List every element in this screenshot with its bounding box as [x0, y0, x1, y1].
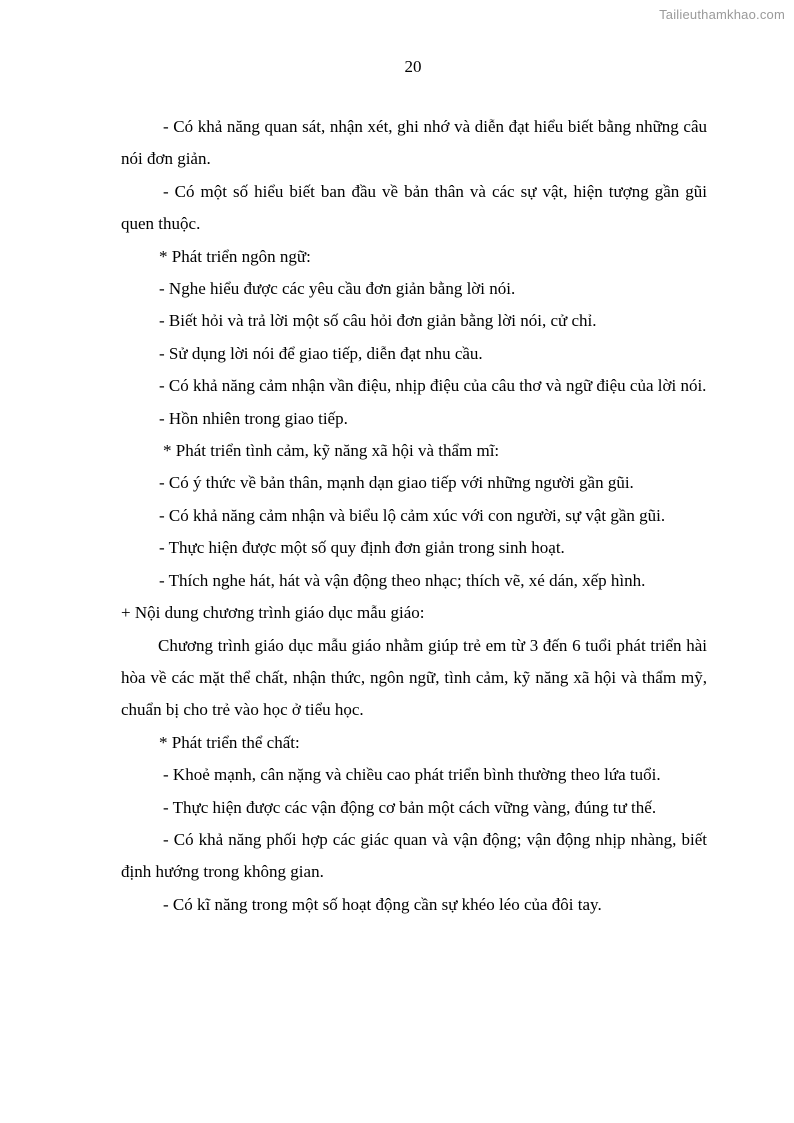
section-heading: * Phát triển thể chất:	[159, 732, 300, 752]
paragraph: - Có khả năng cảm nhận và biểu lộ cảm xúc với con người, sự vật gần gũi.	[159, 505, 666, 525]
paragraph: - Sử dụng lời nói để giao tiếp, diễn đạt nhu cầu.	[159, 343, 483, 363]
paragraph: - Thích nghe hát, hát và vận động theo nhạc; thích vẽ, xé dán, xếp hình.	[159, 570, 646, 590]
paragraph: - Có khả năng phối hợp các giác quan và vận động; vận động nhịp nhàng, biết định hướng trong không gian.	[121, 829, 707, 882]
paragraph: - Có ý thức về bản thân, mạnh dạn giao tiếp với những người gần gũi.	[159, 473, 634, 493]
paragraph: - Biết hỏi và trả lời một số câu hỏi đơn giản bằng lời nói, cử chỉ.	[159, 311, 597, 331]
paragraph: - Nghe hiểu được các yêu cầu đơn giản bằng lời nói.	[159, 279, 516, 299]
paragraph: - Thực hiện được các vận động cơ bản một cách vững vàng, đúng tư thế.	[163, 797, 657, 817]
document-body	[121, 111, 707, 921]
page-number: 20	[404, 57, 422, 76]
paragraph: - Thực hiện được một số quy định đơn giản trong sinh hoạt.	[159, 538, 565, 558]
paragraph: - Có kĩ năng trong một số hoạt động cần sự khéo léo của đôi tay.	[163, 894, 602, 914]
paragraph: - Khoẻ mạnh, cân nặng và chiều cao phát triển bình thường theo lứa tuổi.	[163, 765, 661, 785]
paragraph: - Có một số hiểu biết ban đầu về bản thân và các sự vật, hiện tượng gần gũi quen thuộc.	[121, 181, 707, 234]
watermark-text: Tailieuthamkhao.com	[659, 7, 785, 22]
paragraph: - Có khả năng quan sát, nhận xét, ghi nhớ và diễn đạt hiểu biết bằng những câu nói đơn giản.	[121, 117, 707, 169]
section-heading: * Phát triển ngôn ngữ:	[159, 246, 311, 266]
paragraph: Chương trình giáo dục mẫu giáo nhằm giúp trẻ em từ 3 đến 6 tuổi phát triển hài hòa về các mặt thể chất, nhận thức, ngôn ngữ, tình cảm, kỹ năng xã hội và thẩm mỹ, chuẩn bị cho trẻ vào học ở tiểu học.	[121, 635, 707, 720]
paragraph: - Hồn nhiên trong giao tiếp.	[159, 408, 348, 428]
section-heading: * Phát triển tình cảm, kỹ năng xã hội và thẩm mĩ:	[163, 441, 500, 461]
paragraph: - Có khả năng cảm nhận vần điệu, nhịp điệu của câu thơ và ngữ điệu của lời nói.	[159, 376, 707, 396]
section-heading: + Nội dung chương trình giáo dục mẫu giáo:	[121, 603, 425, 623]
